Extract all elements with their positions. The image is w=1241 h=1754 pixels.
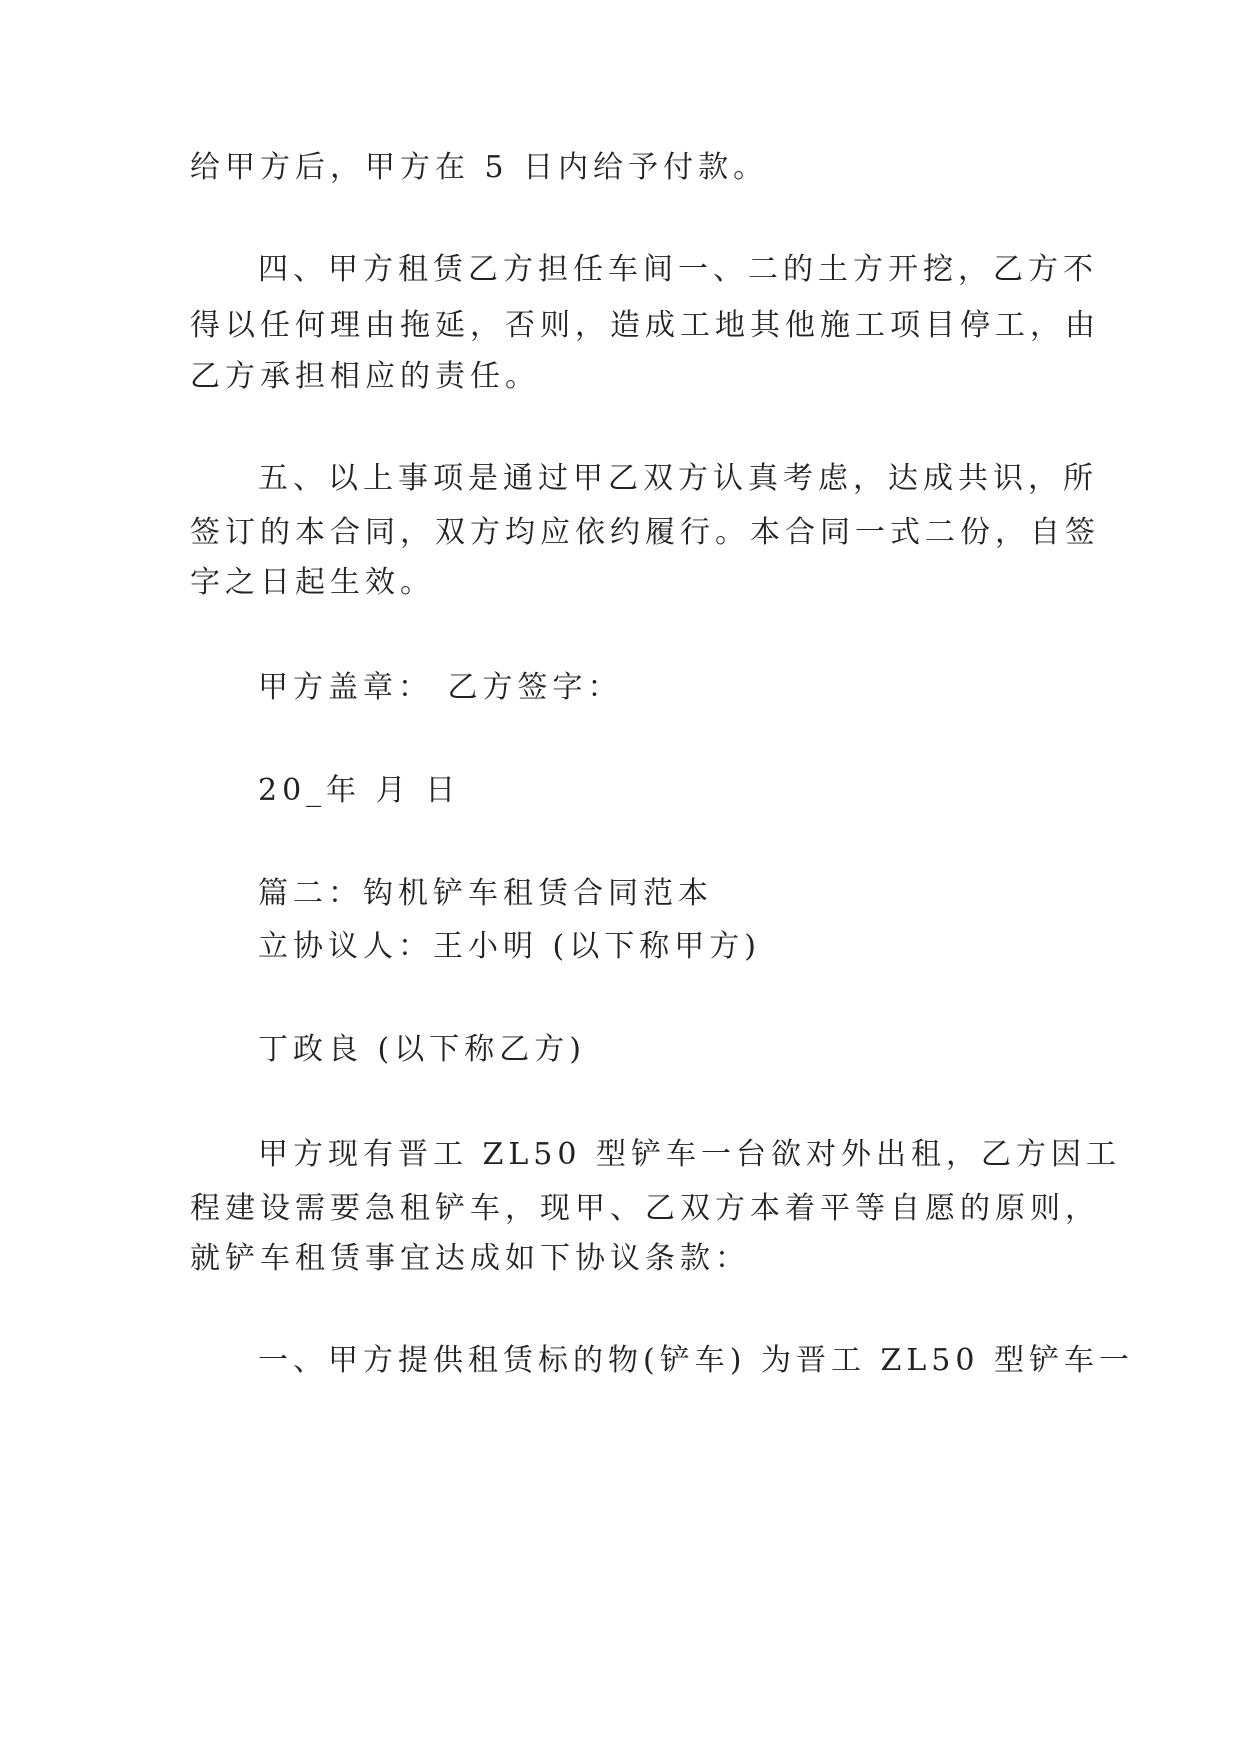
clause-four-line-1: 四、甲方租赁乙方担任车间一、二的土方开挖，乙方不 — [258, 252, 1098, 287]
clause-four-line-3: 乙方承担相应的责任。 — [190, 359, 540, 394]
date-line: 20_年 月 日 — [258, 773, 461, 808]
clause-five-line-1: 五、以上事项是通过甲乙双方认真考虑，达成共识，所 — [258, 461, 1098, 496]
clause-four-line-2: 得以任何理由拖延，否则，造成工地其他施工项目停工，由 — [190, 308, 1100, 343]
clause-five-line-2: 签订的本合同，双方均应依约履行。本合同一式二份，自签 — [190, 515, 1100, 550]
section-two-title: 篇二：钩机铲车租赁合同范本 — [258, 876, 713, 911]
intro-line-2: 程建设需要急租铲车，现甲、乙双方本着平等自愿的原则， — [190, 1191, 1100, 1226]
text-line-payment: 给甲方后，甲方在 5 日内给予付款。 — [190, 150, 769, 185]
clause-five-line-3: 字之日起生效。 — [190, 565, 435, 600]
party-b-line: 丁政良 (以下称乙方) — [258, 1032, 586, 1067]
signature-line: 甲方盖章： 乙方签字： — [258, 670, 623, 705]
party-a-line: 立协议人：王小明 (以下称甲方) — [258, 929, 761, 964]
intro-line-3: 就铲车租赁事宜达成如下协议条款： — [190, 1241, 750, 1276]
clause-one-line-1: 一、甲方提供租赁标的物(铲车) 为晋工 ZL50 型铲车一 — [258, 1343, 1134, 1378]
intro-line-1: 甲方现有晋工 ZL50 型铲车一台欲对外出租，乙方因工 — [258, 1137, 1122, 1172]
